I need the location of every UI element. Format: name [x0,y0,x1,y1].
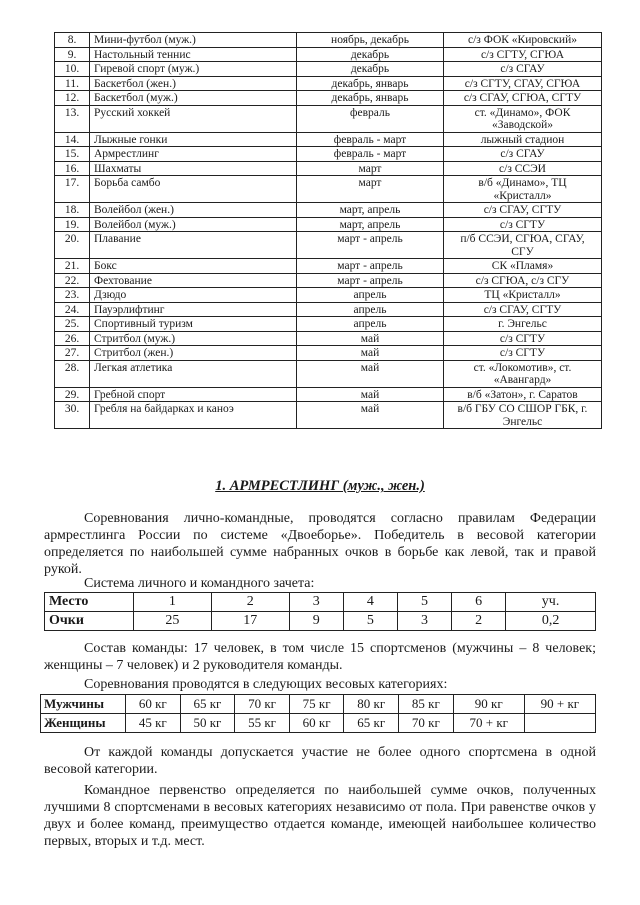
schedule-row [55,47,602,62]
dates: март, апрель [297,217,444,232]
dates: март [297,176,444,203]
row-number: 12. [55,91,90,106]
sport-name: Стритбол (жен.) [90,346,297,361]
dates: март - апрель [297,273,444,288]
schedule-row [55,62,602,77]
sport-name: Спортивный туризм [90,317,297,332]
venue: с/з СГТУ [444,346,602,361]
schedule-row [55,317,602,332]
dates: апрель [297,288,444,303]
schedule-row [55,76,602,91]
scoring-table [44,592,596,631]
weight-cell: 75 кг [289,695,344,714]
dates: февраль [297,105,444,132]
team-composition-paragraph: Состав команды: 17 человек, в том числе 15 спортсменов (мужчины – 8 человек; женщины – 7 человек) и 2 руководителя команды. [44,641,596,673]
schedule-row [55,176,602,203]
sport-name: Настольный теннис [90,47,297,62]
schedule-row [55,147,602,162]
weight-cell: 85 кг [399,695,454,714]
place-cell: 1 [134,593,212,612]
points-cell: 3 [397,612,451,631]
weight-cell: 90 + кг [524,695,595,714]
schedule-row [55,331,602,346]
schedule-row [55,203,602,218]
row-number: 8. [55,33,90,48]
weight-cell: 80 кг [344,695,399,714]
dates: март, апрель [297,203,444,218]
place-cell: 5 [397,593,451,612]
scoring-intro: Система личного и командного зачета: [84,576,315,591]
row-number: 23. [55,288,90,303]
schedule-row [55,346,602,361]
row-number: 9. [55,47,90,62]
weight-cell: 70 кг [399,714,454,733]
points-cell: 17 [211,612,289,631]
venue: с/з СГТУ, СГАУ, СГЮА [444,76,602,91]
dates: ноябрь, декабрь [297,33,444,48]
row-number: 24. [55,302,90,317]
venue: с/з ФОК «Кировский» [444,33,602,48]
sport-name: Волейбол (жен.) [90,203,297,218]
sport-name: Мини-футбол (муж.) [90,33,297,48]
schedule-row [55,402,602,429]
scoring-points-row [45,612,596,631]
rules-paragraph: Соревнования лично-командные, проводятся согласно правилам Федерации армрестлинга России по системе «Двоеборье». Победитель в весовой категории определяется по наибольшей сумме набранных очков в борьбе как левой, так и правой рукой. [44,511,596,577]
one-per-category-paragraph: От каждой команды допускается участие не более одного спортсмена в одной весовой категории. [44,745,596,777]
weights-women-row [41,714,596,733]
sport-name: Гребля на байдарках и каноэ [90,402,297,429]
venue: г. Энгельс [444,317,602,332]
schedule-row [55,288,602,303]
points-label: Очки [45,612,134,631]
row-number: 27. [55,346,90,361]
schedule-row [55,302,602,317]
weight-cell: 55 кг [235,714,290,733]
row-number: 13. [55,105,90,132]
dates: май [297,360,444,387]
weight-cell: 90 кг [453,695,524,714]
sport-name: Борьба самбо [90,176,297,203]
dates: апрель [297,302,444,317]
sport-name: Русский хоккей [90,105,297,132]
sport-name: Баскетбол (жен.) [90,76,297,91]
dates: декабрь [297,62,444,77]
weight-cell [524,714,595,733]
place-cell: 6 [452,593,506,612]
schedule-row [55,360,602,387]
points-cell: 2 [452,612,506,631]
venue: в/б «Динамо», ТЦ «Кристалл» [444,176,602,203]
weight-cell: 65 кг [344,714,399,733]
place-label: Место [45,593,134,612]
place-cell: уч. [506,593,596,612]
weights-men-row [41,695,596,714]
row-number: 17. [55,176,90,203]
sport-name: Армрестлинг [90,147,297,162]
schedule-body [55,33,602,429]
weight-cell: 45 кг [126,714,181,733]
sport-name: Баскетбол (муж.) [90,91,297,106]
schedule-row [55,217,602,232]
row-number: 26. [55,331,90,346]
schedule-row [55,33,602,48]
venue: ст. «Локомотив», ст. «Авангард» [444,360,602,387]
points-cell: 25 [134,612,212,631]
weight-categories-table [40,694,596,733]
row-number: 30. [55,402,90,429]
men-label: Мужчины [41,695,126,714]
sport-name: Лыжные гонки [90,132,297,147]
row-number: 16. [55,161,90,176]
schedule-row [55,259,602,274]
sport-name: Волейбол (муж.) [90,217,297,232]
row-number: 18. [55,203,90,218]
weights-intro: Соревнования проводятся в следующих весовых категориях: [84,677,448,692]
venue: в/б «Затон», г. Саратов [444,387,602,402]
venue: с/з СГАУ [444,62,602,77]
venue: ТЦ «Кристалл» [444,288,602,303]
venue: с/з СГАУ, СГТУ [444,302,602,317]
dates: март [297,161,444,176]
row-number: 20. [55,232,90,259]
weight-cell: 70 + кг [453,714,524,733]
section-title: 1. АРМРЕСТЛИНГ (муж., жен.) [215,478,425,494]
venue: лыжный стадион [444,132,602,147]
venue: с/з СГТУ [444,331,602,346]
sport-name: Шахматы [90,161,297,176]
venue: с/з СГАУ, СГЮА, СГТУ [444,91,602,106]
venue: СК «Пламя» [444,259,602,274]
row-number: 19. [55,217,90,232]
points-cell: 5 [343,612,397,631]
row-number: 15. [55,147,90,162]
dates: декабрь, январь [297,91,444,106]
team-ranking-paragraph: Командное первенство определяется по наибольшей сумме очков, полученных лучшими 8 спортсменами в весовых категориях независимо от пола. При равенстве очков у двух и более команд, преимущество отдается команде, имеющей наибольшее количество первых, вторых и т.д. мест. [44,783,596,849]
row-number: 22. [55,273,90,288]
venue: п/б ССЭИ, СГЮА, СГАУ, СГУ [444,232,602,259]
venue: с/з ССЭИ [444,161,602,176]
row-number: 29. [55,387,90,402]
weight-cell: 60 кг [126,695,181,714]
schedule-row [55,105,602,132]
women-label: Женщины [41,714,126,733]
dates: апрель [297,317,444,332]
row-number: 28. [55,360,90,387]
dates: май [297,387,444,402]
row-number: 10. [55,62,90,77]
weight-cell: 60 кг [289,714,344,733]
venue: с/з СГТУ [444,217,602,232]
place-cell: 2 [211,593,289,612]
weight-cell: 65 кг [180,695,235,714]
points-cell: 9 [289,612,343,631]
venue: в/б ГБУ СО СШОР ГБК, г. Энгельс [444,402,602,429]
schedule-row [55,273,602,288]
dates: май [297,402,444,429]
sport-name: Бокс [90,259,297,274]
place-cell: 3 [289,593,343,612]
venue: ст. «Динамо», ФОК «Заводской» [444,105,602,132]
points-cell: 0,2 [506,612,596,631]
dates: декабрь, январь [297,76,444,91]
row-number: 11. [55,76,90,91]
venue: с/з СГЮА, с/з СГУ [444,273,602,288]
schedule-row [55,161,602,176]
sport-name: Дзюдо [90,288,297,303]
row-number: 21. [55,259,90,274]
venue: с/з СГАУ, СГТУ [444,203,602,218]
sport-name: Пауэрлифтинг [90,302,297,317]
schedule-row [55,232,602,259]
weight-cell: 50 кг [180,714,235,733]
dates: май [297,331,444,346]
row-number: 25. [55,317,90,332]
row-number: 14. [55,132,90,147]
dates: декабрь [297,47,444,62]
schedule-row [55,387,602,402]
sport-name: Гиревой спорт (муж.) [90,62,297,77]
schedule-row [55,91,602,106]
competition-schedule-table [54,32,602,429]
dates: май [297,346,444,361]
venue: с/з СГАУ [444,147,602,162]
dates: февраль - март [297,132,444,147]
dates: март - апрель [297,259,444,274]
sport-name: Стритбол (муж.) [90,331,297,346]
place-cell: 4 [343,593,397,612]
venue: с/з СГТУ, СГЮА [444,47,602,62]
sport-name: Гребной спорт [90,387,297,402]
scoring-place-row [45,593,596,612]
dates: февраль - март [297,147,444,162]
dates: март - апрель [297,232,444,259]
schedule-row [55,132,602,147]
sport-name: Фехтование [90,273,297,288]
sport-name: Плавание [90,232,297,259]
weight-cell: 70 кг [235,695,290,714]
sport-name: Легкая атлетика [90,360,297,387]
